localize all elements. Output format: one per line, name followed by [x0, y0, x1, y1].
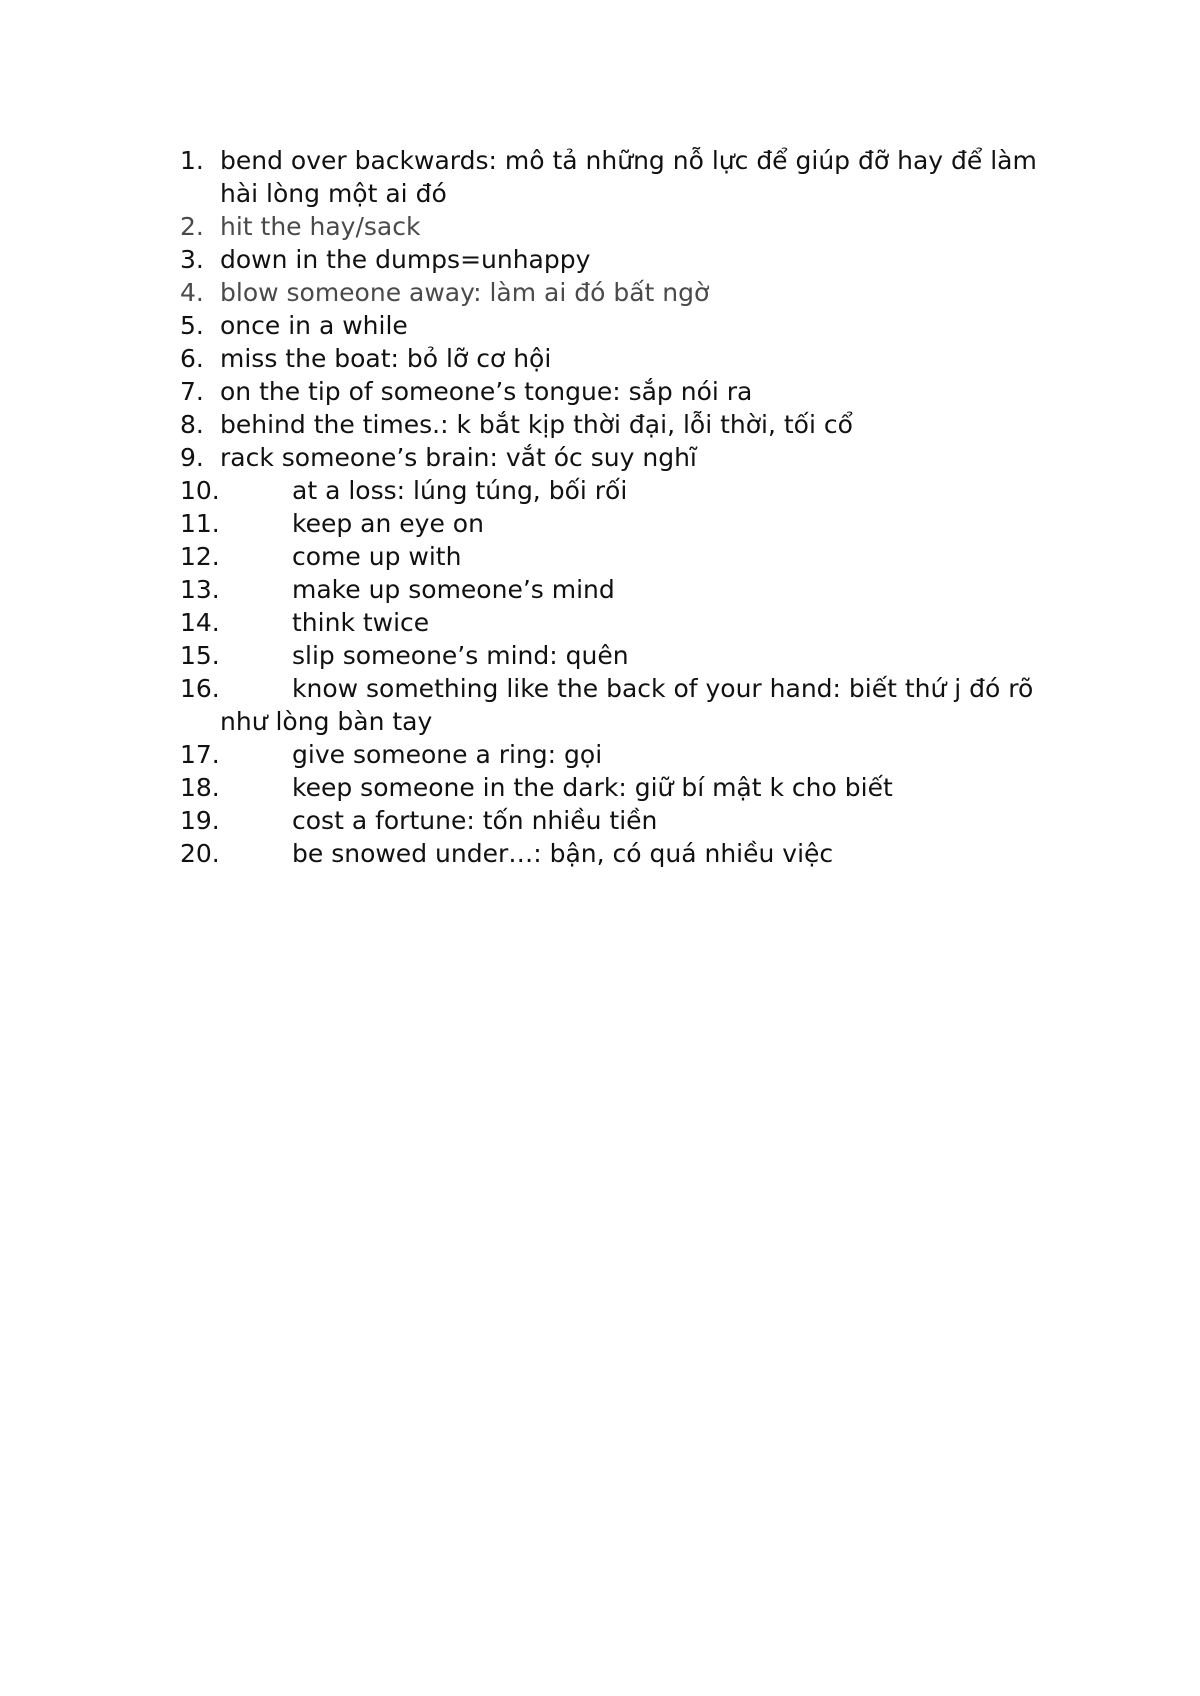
list-item	[160, 144, 1060, 210]
list-item	[160, 540, 1060, 573]
list-item-text: rack someone’s brain: vắt óc suy nghĩ	[220, 443, 697, 472]
list-item-text: on the tip of someone’s tongue: sắp nói ra	[220, 377, 753, 406]
list-item-text: once in a while	[220, 311, 408, 340]
list-item-number: 5.	[180, 311, 204, 340]
list-item	[160, 276, 1060, 309]
list-item-number: 12.	[180, 542, 220, 571]
list-item	[160, 639, 1060, 672]
list-item-number: 20.	[180, 839, 220, 868]
list-item-number: 11.	[180, 509, 220, 538]
list-item-number: 10.	[180, 476, 220, 505]
list-item-text: come up with	[292, 542, 462, 571]
list-item-text: be snowed under…: bận, có quá nhiều việc	[292, 839, 834, 868]
list-item-text: blow someone away: làm ai đó bất ngờ	[220, 278, 710, 307]
list-item-number: 18.	[180, 773, 220, 802]
list-item	[160, 342, 1060, 375]
list-item-text: hit the hay/sack	[220, 212, 421, 241]
list-item-text: keep an eye on	[292, 509, 484, 538]
list-item-number: 4.	[180, 278, 204, 307]
list-item-number: 3.	[180, 245, 204, 274]
list-item	[160, 507, 1060, 540]
list-item-number: 2.	[180, 212, 204, 241]
list-item-number: 14.	[180, 608, 220, 637]
list-item-text: give someone a ring: gọi	[292, 740, 603, 769]
list-item	[160, 408, 1060, 441]
list-item	[160, 375, 1060, 408]
list-item	[160, 771, 1060, 804]
list-item-number: 1.	[180, 146, 204, 175]
list-item-number: 15.	[180, 641, 220, 670]
list-item-number: 13.	[180, 575, 220, 604]
list-item-number: 6.	[180, 344, 204, 373]
list-item-number: 16.	[180, 674, 220, 703]
list-item	[160, 573, 1060, 606]
list-item-text: cost a fortune: tốn nhiều tiền	[292, 806, 658, 835]
list-item	[160, 672, 1060, 738]
list-item-text: at a loss: lúng túng, bối rối	[292, 476, 628, 505]
list-item	[160, 441, 1060, 474]
list-item-text: make up someone’s mind	[292, 575, 615, 604]
list-item-text: down in the dumps=unhappy	[220, 245, 591, 274]
list-item	[160, 837, 1060, 870]
list-item-number: 17.	[180, 740, 220, 769]
list-item	[160, 210, 1060, 243]
list-item-text: think twice	[292, 608, 430, 637]
list-item-text: bend over backwards: mô tả những nỗ lực để giúp đỡ hay để làm hài lòng một ai đó	[220, 146, 1037, 208]
idiom-list	[160, 144, 1060, 870]
list-item	[160, 606, 1060, 639]
list-item-number: 9.	[180, 443, 204, 472]
list-item	[160, 243, 1060, 276]
list-item-text: know something like the back of your hand: biết thứ j đó rõ như lòng bàn tay	[220, 674, 1034, 736]
list-item	[160, 804, 1060, 837]
list-item	[160, 309, 1060, 342]
list-item-number: 7.	[180, 377, 204, 406]
list-item-text: keep someone in the dark: giữ bí mật k cho biết	[292, 773, 893, 802]
list-item	[160, 738, 1060, 771]
list-item-number: 19.	[180, 806, 220, 835]
list-item-number: 8.	[180, 410, 204, 439]
list-item	[160, 474, 1060, 507]
list-item-text: slip someone’s mind: quên	[292, 641, 629, 670]
list-item-text: behind the times.: k bắt kịp thời đại, lỗi thời, tối cổ	[220, 410, 853, 439]
list-item-text: miss the boat: bỏ lỡ cơ hội	[220, 344, 552, 373]
